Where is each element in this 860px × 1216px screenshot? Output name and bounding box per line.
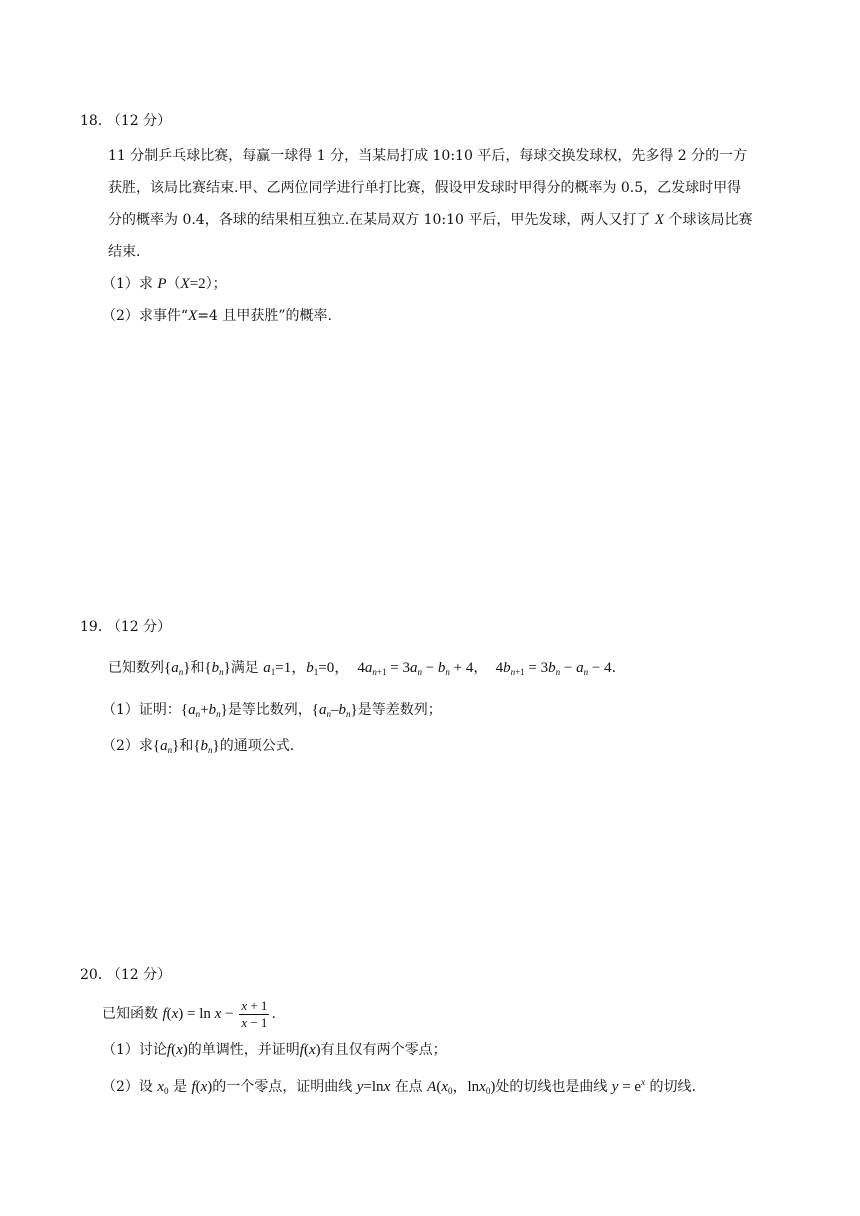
question-19 [80,614,800,766]
stem-line: 分的概率为 0.4，各球的结果相互独立.在某局双方 10:10 平后，甲先发球，两人又打了 X 个球该局比赛 [108,212,753,228]
question-number: 19． [80,619,112,635]
question-18 [80,108,800,332]
question-18-part-1: （1）求 P（X=2）； [102,276,227,292]
function-definition: f(x) = ln x − $\frac{x + 1}{x - 1}$ [162,998,268,1031]
question-score: （12 分） [113,619,172,635]
stem-line: 11 分制乒乓球比赛，每赢一球得 1 分，当某局打成 10:10 平后，每球交换发球权，先多得 2 分的一方 [108,148,748,164]
stem-line: 结束. [108,244,141,260]
question-20-header [80,962,800,988]
question-18-part-2: （2）求事件“X=4 且甲获胜”的概率. [102,308,332,324]
stem-line: 获胜，该局比赛结束.甲、乙两位同学进行单打比赛，假设甲发球时甲得分的概率为 0.5，乙发球时甲得 [108,180,742,196]
question-score: （12 分） [113,967,172,983]
question-20-part-2: （2）设 $x_0$ 是 f(x)的一个零点，证明曲线 y=lnx 在点 $A(x_0$，lnx$_0$)处的切线也是曲线 $y = e^x$ 的切线. [102,1077,696,1096]
question-19-part-1: （1）证明：$\{a_n+b_n\}$是等比数列，$\{a_n-b_n\}$是等差数列； [102,702,442,719]
recurrence-a: $4a_{n+1} = 3a_n - b_n + 4$ [353,660,474,677]
question-18-header [80,108,800,134]
question-19-stem: 已知数列$\{a_n\}$和$\{b_n\}$满足 $a_1=1$，$b_1=0$， $4a_{n+1} = 3a_n - b_n + 4$， $4b_{n+1} = 3b_n - a_n - 4$. [108,660,617,677]
question-18-stem [108,140,800,268]
question-19-part-2: （2）求$\{a_n\}$和$\{b_n\}$的通项公式. [102,738,295,755]
question-20-stem: 已知函数 f(x) = ln x − $\frac{x + 1}{x - 1}$ . [102,998,276,1031]
question-number: 18． [80,113,112,129]
question-number: 20． [80,967,112,983]
question-19-header [80,614,800,640]
recurrence-b: $4b_{n+1} = 3b_n - a_n - 4$ [491,660,612,677]
question-20 [80,962,800,1107]
question-20-part-1: （1）讨论f(x)的单调性，并证明f(x)有且仅有两个零点； [102,1042,447,1058]
question-score: （12 分） [113,113,172,129]
